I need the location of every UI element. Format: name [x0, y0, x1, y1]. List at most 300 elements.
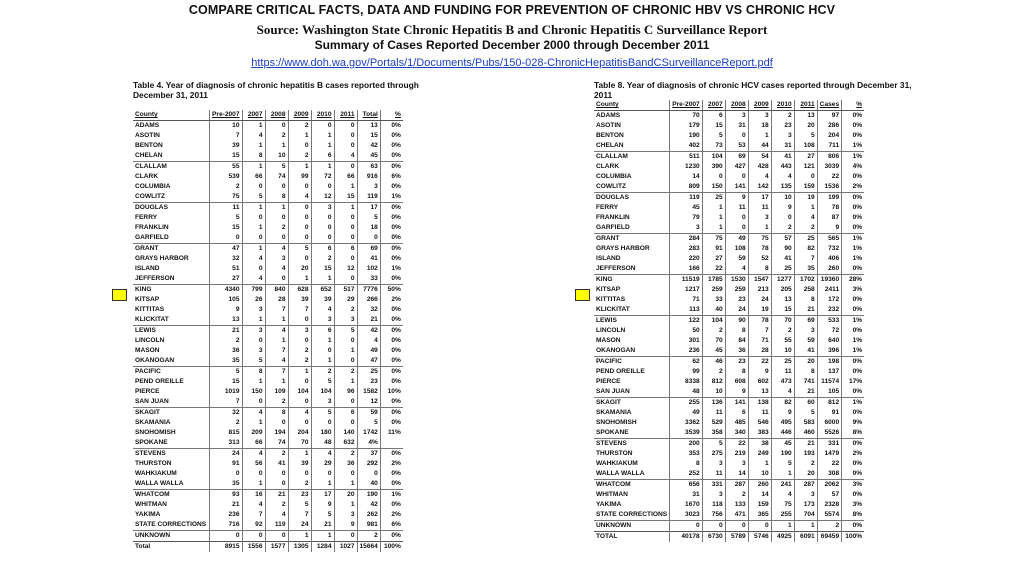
- value-cell: 0%: [852, 368, 863, 375]
- value-cell: 0: [334, 162, 357, 173]
- value-cell: 220: [670, 254, 703, 264]
- value-cell: 0%: [852, 194, 863, 201]
- value-cell: 1%: [852, 255, 863, 262]
- value-cell: 0: [265, 233, 288, 244]
- value-cell: 741: [794, 377, 817, 387]
- value-cell: 2: [288, 479, 311, 490]
- value-cell: 0%: [391, 163, 401, 170]
- county-cell: WHATCOM: [133, 490, 210, 501]
- value-cell: 9: [311, 500, 334, 510]
- value-cell: 262: [357, 510, 380, 520]
- value-cell: 42: [357, 500, 380, 510]
- value-cell: 5: [357, 418, 380, 428]
- value-cell: 0: [242, 397, 265, 408]
- value-cell: 2: [288, 121, 311, 132]
- value-cell: 0: [748, 521, 771, 532]
- value-cell: 66: [242, 172, 265, 182]
- value-cell: 3: [771, 131, 794, 141]
- value-cell: 5: [771, 459, 794, 469]
- value-cell: 1: [311, 356, 334, 367]
- value-cell: 3: [725, 111, 748, 122]
- value-cell: 91: [702, 244, 725, 254]
- value-cell: 1: [334, 479, 357, 490]
- table-row: [594, 490, 864, 500]
- value-cell: 1: [311, 531, 334, 542]
- value-cell: 0: [288, 254, 311, 264]
- value-cell: 21: [210, 500, 243, 510]
- county-cell: LEWIS: [594, 316, 670, 327]
- column-header: %: [842, 100, 865, 111]
- value-cell: 90: [771, 244, 794, 254]
- county-cell: ASOTIN: [594, 121, 670, 131]
- value-cell: 1: [242, 244, 265, 255]
- value-cell: 66: [242, 438, 265, 449]
- county-cell: PACIFIC: [133, 367, 210, 378]
- county-cell: FERRY: [133, 213, 210, 223]
- value-cell: 41: [794, 346, 817, 357]
- table-row: [594, 346, 864, 357]
- value-cell: 0: [725, 521, 748, 532]
- value-cell: 340: [725, 428, 748, 439]
- value-cell: 287: [725, 480, 748, 491]
- value-cell: 105: [817, 387, 841, 398]
- table-row: [594, 439, 864, 450]
- value-cell: 1%: [852, 399, 863, 406]
- value-cell: 75: [210, 192, 243, 203]
- value-cell: 82: [771, 398, 794, 409]
- value-cell: 3: [265, 254, 288, 264]
- column-header: Pre-2007: [670, 100, 703, 111]
- value-cell: 8%: [842, 428, 865, 439]
- value-cell: 9: [334, 520, 357, 531]
- value-cell: 104: [311, 387, 334, 397]
- value-cell: 0%: [391, 306, 401, 313]
- value-cell: 1: [311, 162, 334, 173]
- value-cell: 15: [210, 377, 243, 387]
- value-cell: 42: [357, 326, 380, 337]
- value-cell: 41: [357, 254, 380, 264]
- hbv-table: [133, 110, 403, 552]
- value-cell: 0%: [380, 315, 403, 326]
- value-cell: 3: [334, 315, 357, 326]
- value-cell: 59: [357, 408, 380, 419]
- value-cell: [380, 438, 403, 449]
- value-cell: 5: [242, 192, 265, 203]
- value-cell: 1: [288, 531, 311, 542]
- value-cell: 473: [771, 377, 794, 387]
- value-cell: 17: [357, 203, 380, 214]
- value-cell: 427: [725, 162, 748, 172]
- value-cell: 92: [242, 520, 265, 531]
- value-cell: 6: [311, 244, 334, 255]
- value-cell: 7: [265, 367, 288, 378]
- value-cell: 2: [265, 131, 288, 141]
- value-cell: 15: [311, 264, 334, 274]
- value-cell: 1: [771, 469, 794, 480]
- value-cell: 260: [748, 480, 771, 491]
- value-cell: 1%: [842, 346, 865, 357]
- value-cell: 21: [794, 387, 817, 398]
- value-cell: 46: [702, 357, 725, 368]
- value-cell: 0%: [852, 122, 863, 129]
- value-cell: 383: [748, 428, 771, 439]
- county-cell: KITSAP: [133, 295, 210, 305]
- value-cell: 133: [725, 500, 748, 510]
- table-row: [594, 326, 864, 336]
- value-cell: 4: [725, 264, 748, 275]
- value-cell: 39: [288, 459, 311, 469]
- table-row: [133, 203, 403, 214]
- value-cell: 48: [670, 387, 703, 398]
- value-cell: 122: [670, 316, 703, 327]
- value-cell: 0%: [380, 233, 403, 244]
- value-cell: 20: [334, 490, 357, 501]
- value-cell: 118: [702, 500, 725, 510]
- table-row: [133, 367, 403, 378]
- table-row: [133, 326, 403, 337]
- value-cell: 1: [334, 500, 357, 510]
- value-cell: 0%: [852, 132, 863, 139]
- value-cell: 1577: [265, 542, 288, 553]
- table-row: [133, 531, 403, 542]
- value-cell: 3: [702, 459, 725, 469]
- table-row: [133, 233, 403, 244]
- table-row: [594, 193, 864, 204]
- value-cell: 11: [748, 203, 771, 213]
- value-cell: 2: [334, 449, 357, 460]
- table-row: [133, 377, 403, 387]
- county-cell: THURSTON: [133, 459, 210, 469]
- value-cell: 11%: [388, 429, 401, 436]
- value-cell: 292: [357, 459, 380, 469]
- value-cell: 1%: [391, 265, 401, 272]
- table-row: [594, 459, 864, 469]
- value-cell: 33: [702, 295, 725, 305]
- county-cell: LINCOLN: [594, 326, 670, 336]
- table-row: [594, 367, 864, 377]
- value-cell: 0: [242, 182, 265, 192]
- value-cell: 57: [771, 234, 794, 245]
- value-cell: 55: [771, 336, 794, 346]
- value-cell: 8: [725, 326, 748, 336]
- value-cell: 100%: [842, 532, 865, 543]
- value-cell: 13: [748, 387, 771, 398]
- table-row: [133, 387, 403, 397]
- value-cell: 205: [771, 285, 794, 295]
- value-cell: 104: [702, 152, 725, 163]
- value-cell: 6: [311, 326, 334, 337]
- value-cell: 0: [288, 141, 311, 151]
- value-cell: 2%: [842, 182, 865, 193]
- value-cell: 365: [748, 510, 771, 521]
- source-line: Source: Washington State Chronic Hepatitis B and Chronic Hepatitis C Surveillance Report: [256, 22, 768, 37]
- value-cell: 3: [748, 213, 771, 223]
- value-cell: 2: [210, 182, 243, 192]
- table-row: [594, 387, 864, 398]
- value-cell: 7: [242, 510, 265, 520]
- value-cell: 2328: [817, 500, 841, 510]
- value-cell: 2411: [817, 285, 841, 295]
- table-row: [133, 428, 403, 438]
- value-cell: 25: [794, 234, 817, 245]
- table-row: [133, 223, 403, 233]
- value-cell: 33: [357, 274, 380, 285]
- table-row: [133, 244, 403, 255]
- value-cell: 150: [242, 387, 265, 397]
- value-cell: 5: [288, 500, 311, 510]
- county-cell: SKAGIT: [594, 398, 670, 409]
- value-cell: 0: [265, 531, 288, 542]
- value-cell: 5: [794, 131, 817, 141]
- value-cell: 3: [794, 490, 817, 500]
- table-row: [594, 449, 864, 459]
- value-cell: 9: [725, 193, 748, 204]
- county-cell: YAKIMA: [594, 500, 670, 510]
- value-cell: 2: [771, 111, 794, 122]
- value-cell: 51: [210, 264, 243, 274]
- value-cell: 12: [334, 264, 357, 274]
- value-cell: 70: [771, 316, 794, 327]
- value-cell: 0: [725, 131, 748, 141]
- value-cell: 252: [670, 469, 703, 480]
- value-cell: 6: [334, 408, 357, 419]
- value-cell: 41: [771, 152, 794, 163]
- table-row: [594, 244, 864, 254]
- value-cell: 100%: [380, 542, 403, 553]
- value-cell: 0: [311, 469, 334, 479]
- report-link[interactable]: https://www.doh.wa.gov/Portals/1/Documents/Pubs/150-028-ChronicHepatitisBandCSurveillanceReport.pdf: [251, 57, 773, 69]
- value-cell: 2: [210, 336, 243, 346]
- value-cell: 0%: [842, 305, 865, 316]
- value-cell: 2: [311, 367, 334, 378]
- value-cell: 29: [334, 295, 357, 305]
- value-cell: 15: [702, 121, 725, 131]
- value-cell: 4: [265, 356, 288, 367]
- value-cell: 70: [288, 438, 311, 449]
- value-cell: 1: [288, 449, 311, 460]
- value-cell: 8: [794, 367, 817, 377]
- county-cell: ISLAND: [133, 264, 210, 274]
- table-row: [594, 357, 864, 368]
- value-cell: 232: [817, 305, 841, 316]
- value-cell: 4: [311, 449, 334, 460]
- value-cell: 0: [334, 141, 357, 151]
- table-row: [594, 469, 864, 480]
- value-cell: 190: [670, 131, 703, 141]
- county-cell: DOUGLAS: [594, 193, 670, 204]
- value-cell: 3%: [852, 286, 863, 293]
- table-row: [133, 182, 403, 192]
- county-cell: LEWIS: [133, 326, 210, 337]
- county-cell: KING: [133, 285, 210, 296]
- value-cell: 0: [311, 182, 334, 192]
- value-cell: 24: [288, 520, 311, 531]
- value-cell: 37: [357, 449, 380, 460]
- county-cell: KITSAP: [594, 285, 670, 295]
- value-cell: 5789: [725, 532, 748, 543]
- value-cell: 396: [817, 346, 841, 357]
- value-cell: 72: [817, 326, 841, 336]
- value-cell: 54: [748, 152, 771, 163]
- county-cell: GARFIELD: [133, 233, 210, 244]
- value-cell: 9: [771, 203, 794, 213]
- value-cell: 45: [670, 203, 703, 213]
- value-cell: 0%: [391, 224, 401, 231]
- value-cell: 150: [702, 182, 725, 193]
- value-cell: 4%: [852, 163, 863, 170]
- value-cell: 22: [817, 172, 841, 182]
- value-cell: 0: [334, 397, 357, 408]
- value-cell: 4: [242, 408, 265, 419]
- value-cell: 26: [242, 295, 265, 305]
- table-row: [133, 305, 403, 315]
- value-cell: 0%: [391, 419, 401, 426]
- value-cell: 0: [334, 469, 357, 479]
- value-cell: 179: [670, 121, 703, 131]
- value-cell: 0%: [391, 122, 401, 129]
- value-cell: 0%: [842, 387, 865, 398]
- value-cell: 31: [771, 141, 794, 152]
- value-cell: 35: [210, 479, 243, 490]
- value-cell: 1536: [817, 182, 841, 193]
- value-cell: 93: [210, 490, 243, 501]
- value-cell: 2: [288, 356, 311, 367]
- value-cell: 255: [670, 398, 703, 409]
- value-cell: 1%: [852, 317, 863, 324]
- value-cell: 0%: [391, 245, 401, 252]
- value-cell: 809: [670, 182, 703, 193]
- value-cell: 0: [288, 182, 311, 192]
- value-cell: 2: [817, 521, 841, 532]
- value-cell: 28%: [848, 276, 863, 283]
- county-cell: TOTAL: [594, 532, 670, 543]
- value-cell: 50%: [387, 286, 401, 293]
- value-cell: 10: [210, 121, 243, 132]
- value-cell: 1670: [670, 500, 703, 510]
- value-cell: 1027: [334, 542, 357, 553]
- value-cell: 19: [748, 305, 771, 316]
- value-cell: 4: [265, 264, 288, 274]
- value-cell: 0%: [380, 151, 403, 162]
- value-cell: 9: [725, 387, 748, 398]
- table-row: [133, 490, 403, 501]
- value-cell: 5: [288, 244, 311, 255]
- county-cell: KLICKITAT: [594, 305, 670, 316]
- value-cell: 241: [771, 480, 794, 491]
- value-cell: 981: [357, 520, 380, 531]
- value-cell: 44: [748, 141, 771, 152]
- value-cell: 32: [357, 305, 380, 315]
- table-row: [133, 315, 403, 326]
- value-cell: 0: [242, 233, 265, 244]
- column-header: Total: [357, 110, 380, 121]
- value-cell: 69: [794, 316, 817, 327]
- table-row: [133, 418, 403, 428]
- value-cell: 0: [334, 418, 357, 428]
- county-cell: SPOKANE: [133, 438, 210, 449]
- value-cell: 4: [242, 449, 265, 460]
- table-row: [133, 500, 403, 510]
- value-cell: 23: [288, 490, 311, 501]
- county-cell: WALLA WALLA: [133, 479, 210, 490]
- value-cell: 10%: [387, 388, 401, 395]
- value-cell: 0: [210, 531, 243, 542]
- column-header: 2009: [748, 100, 771, 111]
- hcv-table: [594, 100, 864, 542]
- value-cell: 7: [210, 397, 243, 408]
- value-cell: 36: [210, 346, 243, 356]
- value-cell: 331: [702, 480, 725, 491]
- county-cell: STEVENS: [133, 449, 210, 460]
- value-cell: 166: [670, 264, 703, 275]
- value-cell: 0%: [391, 142, 401, 149]
- value-cell: 3: [242, 326, 265, 337]
- value-cell: 1785: [702, 275, 725, 286]
- value-cell: 49: [670, 408, 703, 418]
- value-cell: 0: [334, 356, 357, 367]
- value-cell: 8915: [210, 542, 243, 553]
- value-cell: 1019: [210, 387, 243, 397]
- county-cell: CHELAN: [133, 151, 210, 162]
- value-cell: 1230: [670, 162, 703, 172]
- table-row: [594, 264, 864, 275]
- value-cell: 0%: [391, 337, 401, 344]
- table-row: [594, 377, 864, 387]
- value-cell: 21: [794, 305, 817, 316]
- hbv-table-title: Table 4. Year of diagnosis of chronic hepatitis B cases reported through December 31, 2011: [133, 80, 419, 100]
- value-cell: 25: [771, 264, 794, 275]
- value-cell: 9: [817, 223, 841, 234]
- value-cell: 20: [794, 469, 817, 480]
- county-cell: COLUMBIA: [594, 172, 670, 182]
- value-cell: 7776: [357, 285, 380, 296]
- county-cell: WHATCOM: [594, 480, 670, 491]
- county-cell: KITTITAS: [133, 305, 210, 315]
- table-row: [133, 264, 403, 274]
- value-cell: 0%: [391, 409, 401, 416]
- value-cell: 23: [725, 295, 748, 305]
- value-cell: 4: [242, 254, 265, 264]
- value-cell: 0: [334, 233, 357, 244]
- value-cell: 1: [311, 131, 334, 141]
- table-row: [133, 192, 403, 203]
- value-cell: 313: [210, 438, 243, 449]
- value-cell: 1: [242, 141, 265, 151]
- value-cell: 142: [748, 182, 771, 193]
- value-cell: 1: [311, 274, 334, 285]
- county-cell: GRAYS HARBOR: [133, 254, 210, 264]
- value-cell: 0: [242, 469, 265, 479]
- value-cell: 3039: [817, 162, 841, 172]
- value-cell: 18: [357, 223, 380, 233]
- table-row: [133, 346, 403, 356]
- value-cell: 460: [794, 428, 817, 439]
- value-cell: 63: [357, 162, 380, 173]
- table-row: [133, 141, 403, 151]
- county-cell: SNOHOMISH: [594, 418, 670, 428]
- value-cell: 0%: [380, 356, 403, 367]
- value-cell: 428: [748, 162, 771, 172]
- value-cell: 39: [288, 295, 311, 305]
- value-cell: 99: [288, 172, 311, 182]
- county-cell: GRANT: [594, 234, 670, 245]
- value-cell: 16: [242, 490, 265, 501]
- value-cell: 198: [817, 357, 841, 368]
- value-cell: 799: [242, 285, 265, 296]
- value-cell: 5: [210, 213, 243, 223]
- value-cell: 74: [265, 438, 288, 449]
- table-row: [133, 469, 403, 479]
